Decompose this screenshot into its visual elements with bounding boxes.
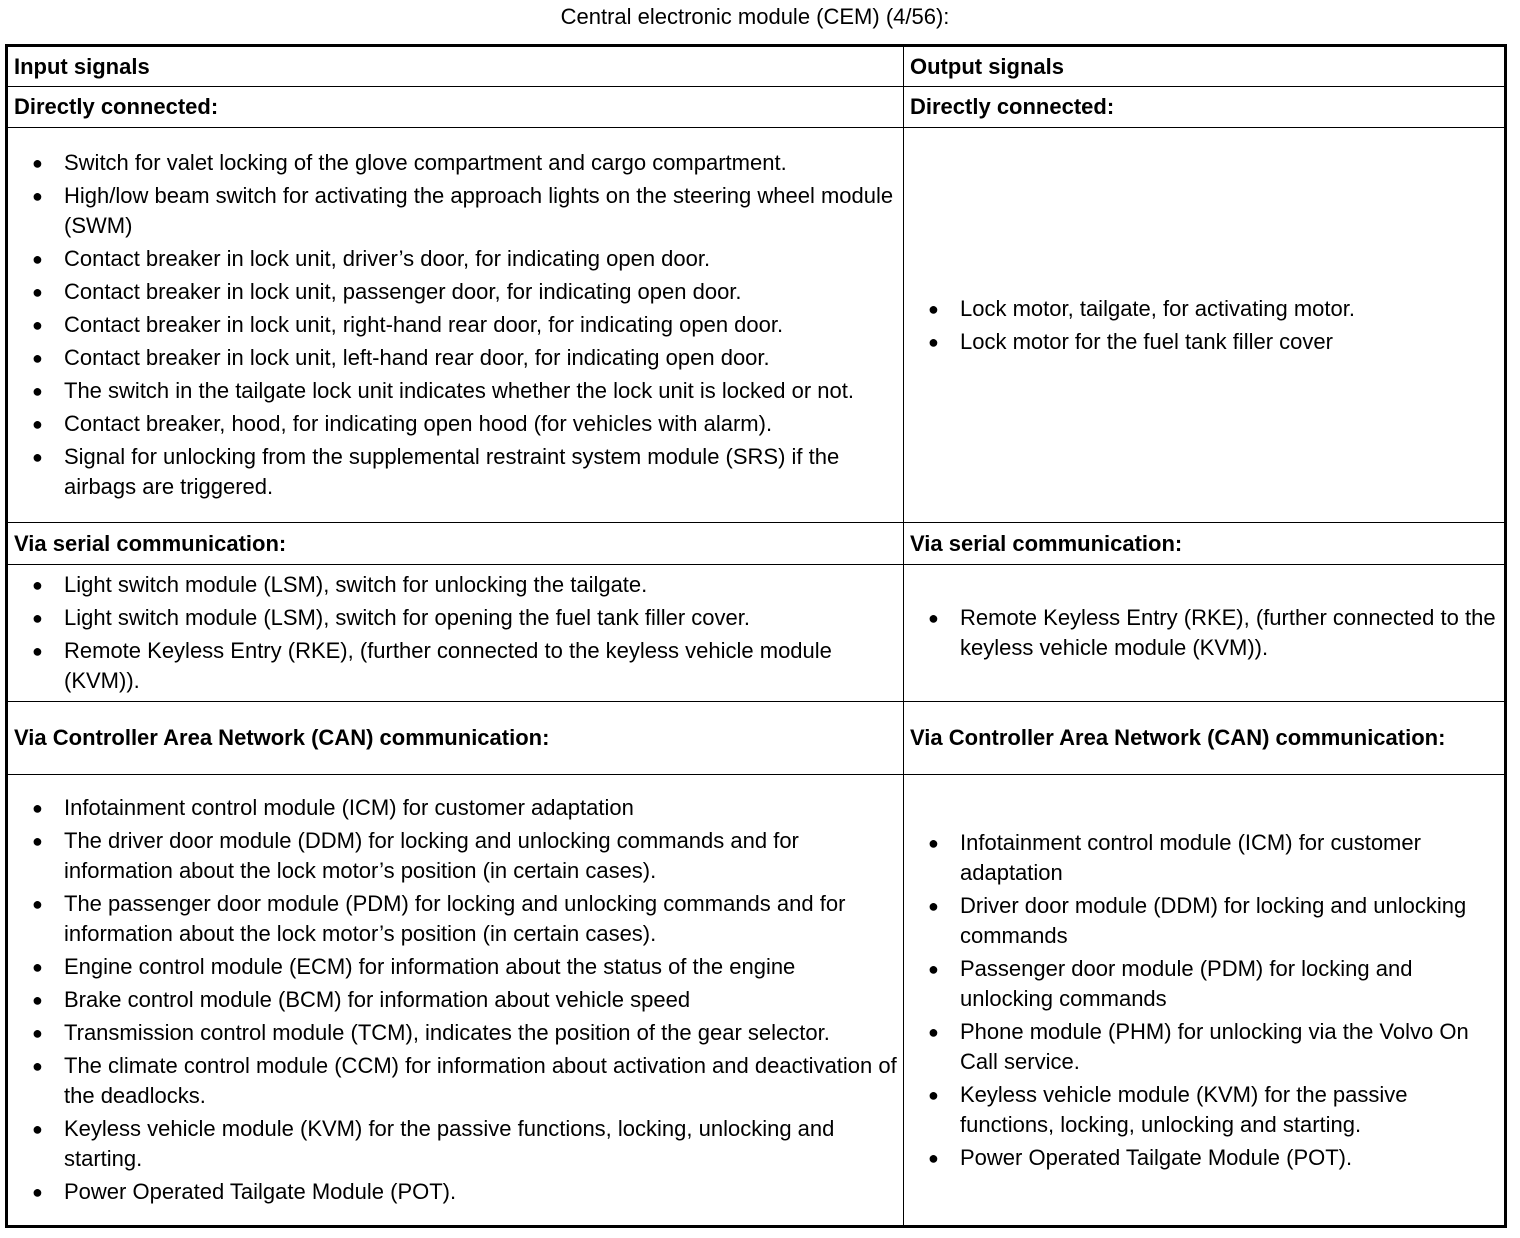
list-item xyxy=(14,826,903,886)
bullet-icon: ● xyxy=(32,315,43,335)
bullet-icon: ● xyxy=(32,798,43,818)
output-list-cell xyxy=(904,128,1506,523)
list-item xyxy=(14,343,903,373)
output-list xyxy=(910,294,1504,357)
output-list xyxy=(910,828,1504,1173)
list-item-text: Power Operated Tailgate Module (POT). xyxy=(64,1179,457,1204)
output-list-cell xyxy=(904,565,1506,702)
bullet-icon: ● xyxy=(928,331,939,352)
list-item-text: High/low beam switch for activating the approach lights on the steering wheel module (SWM) xyxy=(64,183,894,238)
list-item xyxy=(910,603,1504,663)
bullet-icon: ● xyxy=(928,895,939,916)
list-item xyxy=(910,1080,1504,1140)
list-item-text: Engine control module (ECM) for information about the status of the engine xyxy=(64,954,796,979)
bullet-icon: ● xyxy=(928,1147,939,1168)
bullet-icon: ● xyxy=(928,958,939,979)
list-item xyxy=(14,1051,903,1111)
input-list xyxy=(14,148,903,502)
page-title: Central electronic module (CEM) (4/56): xyxy=(560,4,950,29)
list-item-text: Lock motor, tailgate, for activating motor. xyxy=(960,295,1355,321)
list-item xyxy=(14,376,903,406)
list-item-text: Lock motor for the fuel tank filler cover xyxy=(960,328,1333,354)
section-heading-input: Via Controller Area Network (CAN) communication: xyxy=(7,702,904,775)
list-item xyxy=(14,603,903,633)
bullet-icon: ● xyxy=(928,1021,939,1042)
list-item xyxy=(14,889,903,949)
bullet-icon: ● xyxy=(32,186,43,206)
bullet-icon: ● xyxy=(32,608,43,628)
input-list xyxy=(14,793,903,1207)
list-item xyxy=(14,277,903,307)
list-item-text: The climate control module (CCM) for information about activation and deactivation of the deadlocks. xyxy=(64,1053,897,1108)
list-item xyxy=(14,310,903,340)
list-item-text: Signal for unlocking from the supplemental restraint system module (SRS) if the airbags are triggered. xyxy=(64,444,840,499)
bullet-icon: ● xyxy=(32,414,43,434)
list-item-text: Contact breaker, hood, for indicating open hood (for vehicles with alarm). xyxy=(64,411,773,436)
input-signals-header: Input signals xyxy=(7,46,904,87)
bullet-icon: ● xyxy=(32,641,43,661)
bullet-icon: ● xyxy=(32,249,43,269)
list-item-text: Keyless vehicle module (KVM) for the passive functions, locking, unlocking and starting. xyxy=(64,1116,835,1171)
list-item-text: Transmission control module (TCM), indicates the position of the gear selector. xyxy=(64,1020,830,1045)
list-item-text: Light switch module (LSM), switch for unlocking the tailgate. xyxy=(64,572,648,597)
section-heading-input: Directly connected: xyxy=(7,87,904,128)
signals-table xyxy=(5,44,1507,1228)
list-item xyxy=(14,1114,903,1174)
bullet-icon: ● xyxy=(32,957,43,977)
list-item-text: Contact breaker in lock unit, left-hand rear door, for indicating open door. xyxy=(64,345,770,370)
list-item xyxy=(14,636,903,696)
output-list xyxy=(910,603,1504,663)
list-item-text: Contact breaker in lock unit, right-hand rear door, for indicating open door. xyxy=(64,312,784,337)
input-list-cell xyxy=(7,775,904,1227)
list-item xyxy=(910,327,1504,357)
bullet-icon: ● xyxy=(32,153,43,173)
bullet-icon: ● xyxy=(32,282,43,302)
bullet-icon: ● xyxy=(928,1084,939,1105)
list-item xyxy=(910,828,1504,888)
output-signals-header: Output signals xyxy=(904,46,1506,87)
bullet-icon: ● xyxy=(32,1119,43,1139)
bullet-icon: ● xyxy=(928,298,939,319)
input-list xyxy=(14,570,903,696)
list-item xyxy=(14,985,903,1015)
list-item-text: Switch for valet locking of the glove compartment and cargo compartment. xyxy=(64,150,787,175)
bullet-icon: ● xyxy=(928,832,939,853)
section-heading-input: Via serial communication: xyxy=(7,523,904,565)
list-item xyxy=(14,570,903,600)
list-item xyxy=(14,952,903,982)
list-item-text: Remote Keyless Entry (RKE), (further connected to the keyless vehicle module (KVM)). xyxy=(960,605,1496,660)
section-heading-output: Directly connected: xyxy=(904,87,1506,128)
list-item xyxy=(14,1177,903,1207)
list-item xyxy=(14,148,903,178)
list-item xyxy=(14,409,903,439)
list-item-text: Contact breaker in lock unit, passenger door, for indicating open door. xyxy=(64,279,742,304)
bullet-icon: ● xyxy=(32,831,43,851)
list-item xyxy=(910,891,1504,951)
list-item xyxy=(910,954,1504,1014)
list-item-text: Driver door module (DDM) for locking and unlocking commands xyxy=(960,892,1467,948)
list-item-text: Remote Keyless Entry (RKE), (further connected to the keyless vehicle module (KVM)). xyxy=(64,638,832,693)
bullet-icon: ● xyxy=(32,348,43,368)
bullet-icon: ● xyxy=(32,990,43,1010)
list-item-text: Phone module (PHM) for unlocking via the Volvo On Call service. xyxy=(960,1018,1469,1074)
list-item-text: Keyless vehicle module (KVM) for the passive functions, locking, unlocking and starting. xyxy=(960,1081,1408,1137)
input-list-cell xyxy=(7,565,904,702)
list-item xyxy=(14,442,903,502)
list-item xyxy=(910,1143,1504,1173)
input-list-cell xyxy=(7,128,904,523)
list-item-text: Contact breaker in lock unit, driver’s door, for indicating open door. xyxy=(64,246,711,271)
list-item xyxy=(14,244,903,274)
list-item-text: Power Operated Tailgate Module (POT). xyxy=(960,1144,1353,1170)
list-item-text: The driver door module (DDM) for locking and unlocking commands and for information about the lock motor’s position (in certain cases). xyxy=(64,828,799,883)
section-heading-output: Via serial communication: xyxy=(904,523,1506,565)
bullet-icon: ● xyxy=(32,381,43,401)
list-item-text: Infotainment control module (ICM) for customer adaptation xyxy=(960,829,1421,885)
list-item xyxy=(910,294,1504,324)
bullet-icon: ● xyxy=(32,894,43,914)
list-item xyxy=(14,181,903,241)
list-item-text: Brake control module (BCM) for information about vehicle speed xyxy=(64,987,691,1012)
bullet-icon: ● xyxy=(32,1182,43,1202)
bullet-icon: ● xyxy=(32,447,43,467)
bullet-icon: ● xyxy=(32,1056,43,1076)
list-item-text: Passenger door module (PDM) for locking and unlocking commands xyxy=(960,955,1413,1011)
list-item xyxy=(910,1017,1504,1077)
section-heading-output: Via Controller Area Network (CAN) communication: xyxy=(904,702,1506,775)
list-item-text: The passenger door module (PDM) for locking and unlocking commands and for information about the lock motor’s position (in certain cases). xyxy=(64,891,846,946)
output-list-cell xyxy=(904,775,1506,1227)
list-item-text: Infotainment control module (ICM) for customer adaptation xyxy=(64,795,634,820)
bullet-icon: ● xyxy=(928,608,939,628)
bullet-icon: ● xyxy=(32,575,43,595)
list-item xyxy=(14,1018,903,1048)
list-item xyxy=(14,793,903,823)
list-item-text: Light switch module (LSM), switch for opening the fuel tank filler cover. xyxy=(64,605,750,630)
list-item-text: The switch in the tailgate lock unit indicates whether the lock unit is locked or not. xyxy=(64,378,854,403)
bullet-icon: ● xyxy=(32,1023,43,1043)
